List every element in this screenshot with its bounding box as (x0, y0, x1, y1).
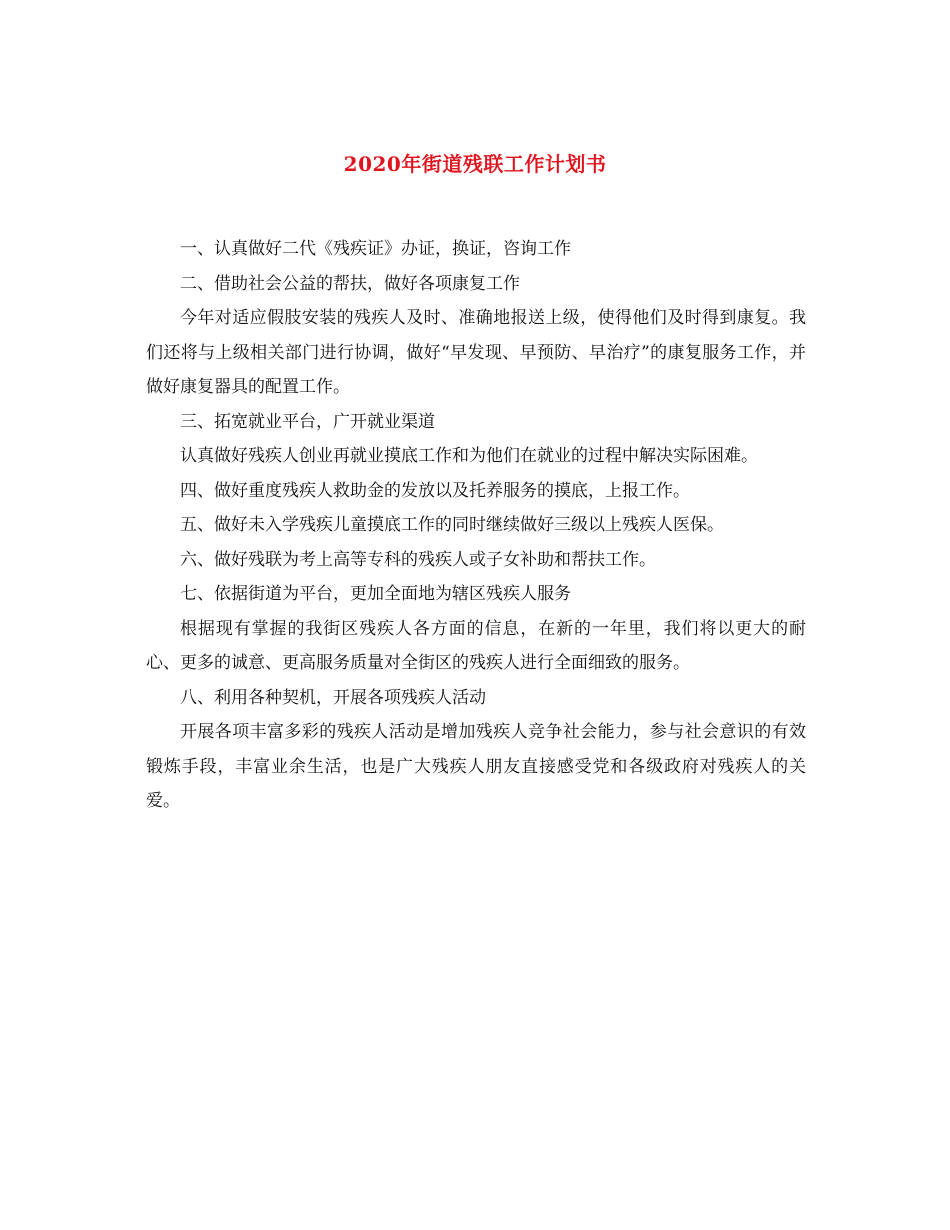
paragraph-12: 开展各项丰富多彩的残疾人活动是增加残疾人竞争社会能力，参与社会意识的有效锻炼手段，丰富业余生活，也是广大残疾人朋友直接感受党和各级政府对残疾人的关爱。 (146, 722, 806, 811)
paragraph-5: 认真做好残疾人创业再就业摸底工作和为他们在就业的过程中解决实际困难。 (180, 446, 758, 466)
paragraph-10: 根据现有掌握的我街区残疾人各方面的信息，在新的一年里，我们将以更大的耐心、更多的诚意、更高服务质量对全街区的残疾人进行全面细致的服务。 (146, 618, 806, 673)
paragraph-4: 三、拓宽就业平台，广开就业渠道 (180, 411, 435, 432)
paragraph-8: 六、做好残联为考上高等专科的残疾人或子女补助和帮扶工作。 (180, 549, 656, 570)
paragraph-3: 今年对适应假肢安装的残疾人及时、准确地报送上级，使得他们及时得到康复。我们还将与上级相关部门进行协调，做好“早发现、早预防、早治疗”的康复服务工作，并做好康复器具的配置工作。 (146, 308, 806, 397)
document-body (146, 232, 806, 819)
paragraph-11: 八、利用各种契机，开展各项残疾人活动 (180, 687, 486, 708)
paragraph-7: 五、做好未入学残疾儿童摸底工作的同时继续做好三级以上残疾人医保。 (180, 515, 724, 535)
paragraph-1: 一、认真做好二代《残疾证》办证，换证，咨询工作 (180, 239, 571, 259)
paragraph-9: 七、依据街道为平台，更加全面地为辖区残疾人服务 (180, 584, 571, 604)
paragraph-6: 四、做好重度残疾人救助金的发放以及托养服务的摸底，上报工作。 (180, 480, 690, 501)
document-title: 2020年街道残联工作计划书 (343, 152, 607, 176)
paragraph-2: 二、借助社会公益的帮扶，做好各项康复工作 (180, 273, 520, 294)
